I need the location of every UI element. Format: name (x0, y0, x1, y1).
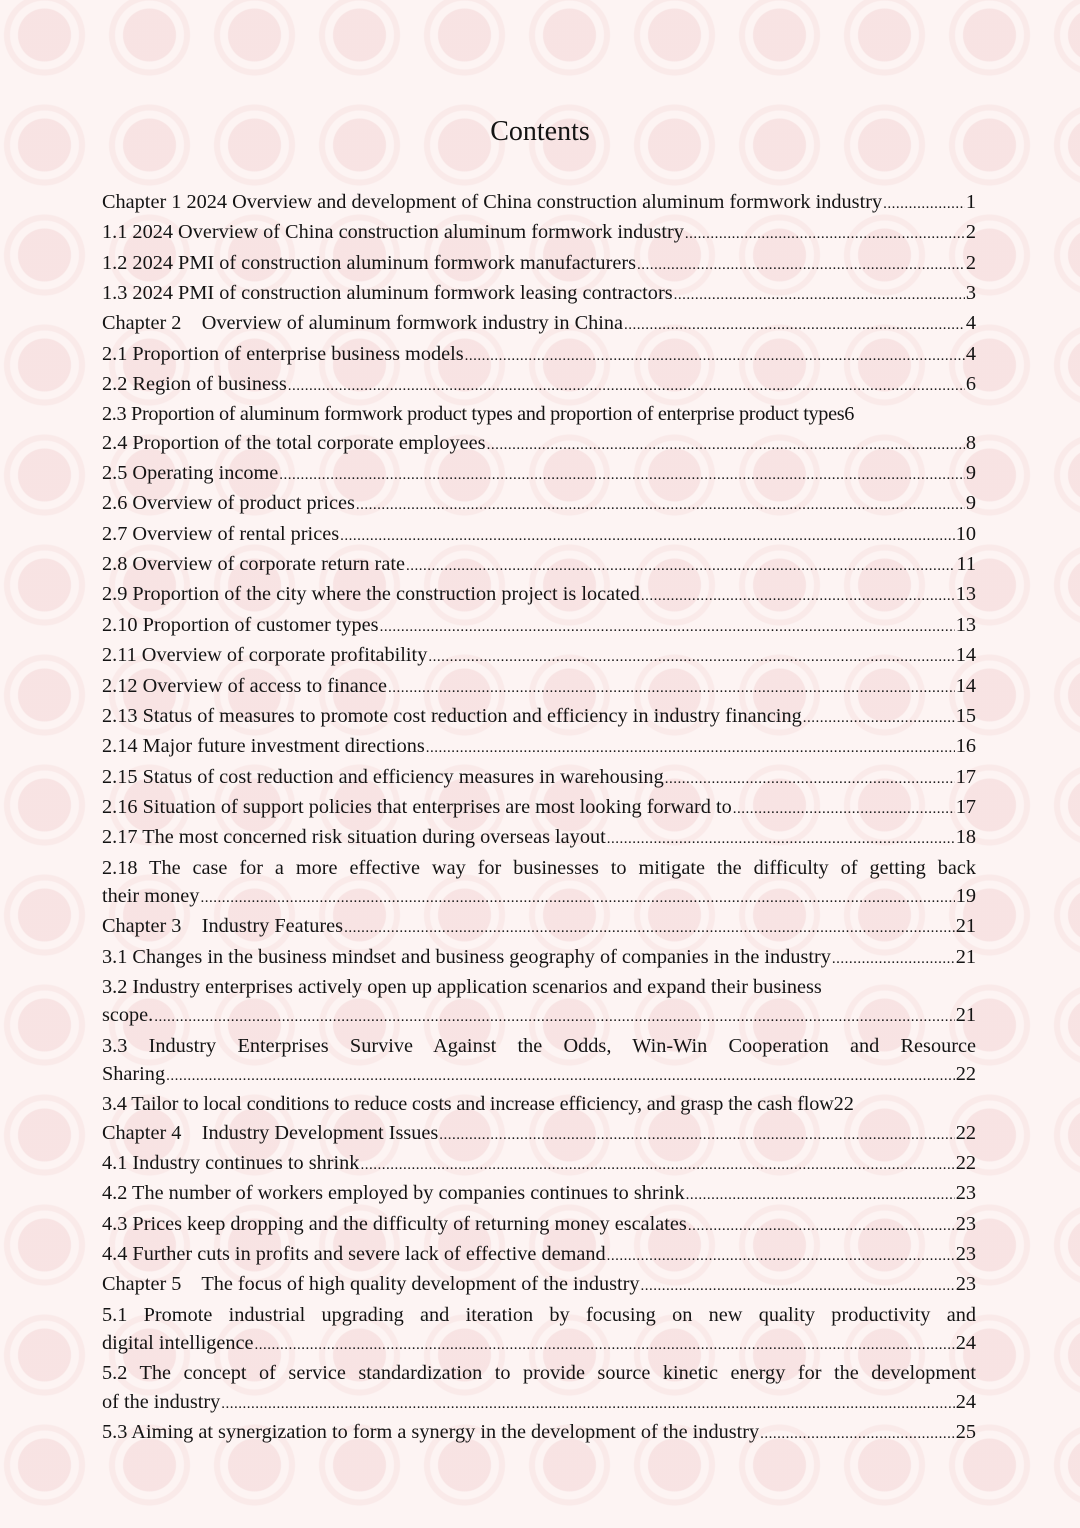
toc-entry-chapter-3 (102, 912, 976, 942)
toc-page-number: 22 (833, 1093, 854, 1116)
toc-entry-4-3 (102, 1210, 976, 1240)
toc-page-number: 8 (965, 431, 976, 454)
toc-entry-2-8 (102, 550, 976, 580)
dot-leader (154, 1003, 954, 1031)
toc-entry-5-2 (102, 1359, 976, 1418)
toc-entry-2-11 (102, 641, 976, 671)
toc-entry-1-1 (102, 218, 976, 248)
toc-page-number: 2 (965, 251, 976, 274)
toc-page-number: 6 (965, 373, 976, 396)
toc-entry-chapter-2 (102, 309, 976, 339)
toc-page-number: 22 (955, 1121, 976, 1144)
toc-page-number: 24 (955, 1390, 976, 1413)
dot-leader (439, 1121, 954, 1149)
toc-page-number: 22 (955, 1062, 976, 1085)
toc-entry-2-7 (102, 520, 976, 550)
toc-page-number: 6 (844, 403, 855, 426)
toc-entry-2-18 (102, 854, 976, 913)
dot-leader (607, 1242, 955, 1270)
toc-entry-label: 2.4 Proportion of the total corporate employees (102, 431, 486, 454)
toc-entry-5-1 (102, 1301, 976, 1360)
dot-leader (406, 552, 956, 580)
toc-entry-label-continued: of the industry (102, 1390, 221, 1413)
dot-leader (686, 1181, 955, 1209)
toc-entry-label: 2.3 Proportion of aluminum formwork product types and proportion of enterprise product types (102, 403, 845, 426)
toc-entry-4-2 (102, 1179, 976, 1209)
toc-page-number: 10 (955, 522, 976, 545)
toc-page-number: 23 (955, 1273, 976, 1296)
dot-leader (344, 914, 955, 942)
toc-page-number: 19 (955, 884, 976, 907)
toc-page-number: 18 (955, 826, 976, 849)
dot-leader (641, 1272, 955, 1300)
toc-page-number: 9 (965, 492, 976, 515)
dot-leader (637, 251, 965, 279)
toc-entry-label: 2.10 Proportion of customer types (102, 613, 379, 636)
toc-entry-label-continued: digital intelligence (102, 1332, 254, 1355)
toc-entry-3-4 (102, 1090, 976, 1118)
dot-leader (279, 461, 965, 489)
dot-leader (428, 643, 954, 671)
toc-entry-label: 3.2 Industry enterprises actively open up application scenarios and expand their business (102, 975, 822, 998)
toc-entry-label: 2.18 The case for a more effective way for businesses to mitigate the difficulty of getting back (102, 856, 976, 879)
toc-entry-3-2 (102, 973, 976, 1032)
toc-page-number: 23 (955, 1182, 976, 1205)
dot-leader (465, 342, 965, 370)
dot-leader (624, 311, 965, 339)
toc-entry-2-9 (102, 580, 976, 610)
toc-entry-label: 2.14 Major future investment directions (102, 735, 425, 758)
dot-leader (340, 522, 955, 550)
toc-entry-label: 2.17 The most concerned risk situation during overseas layout (102, 826, 606, 849)
dot-leader (487, 431, 965, 459)
toc-entry-label: 4.1 Industry continues to shrink (102, 1152, 360, 1174)
toc-entry-label: 2.6 Overview of product prices (102, 492, 355, 515)
toc-page-number: 25 (955, 1421, 976, 1444)
toc-page-number: 11 (956, 553, 976, 576)
toc-entry-label-continued: their money (102, 884, 200, 907)
dot-leader (380, 613, 955, 641)
toc-entry-2-6 (102, 489, 976, 519)
toc-entry-label: 4.3 Prices keep dropping and the difficulty of returning money escalates (102, 1212, 687, 1235)
dot-leader (426, 734, 955, 762)
dot-leader (360, 1151, 954, 1179)
toc-entry-2-10 (102, 611, 976, 641)
toc-entry-label: 2.9 Proportion of the city where the construction project is located (102, 583, 640, 606)
toc-entry-chapter-5 (102, 1270, 976, 1300)
toc-page-number: 17 (955, 765, 976, 788)
toc-entry-2-16 (102, 793, 976, 823)
toc-page-number: 21 (955, 945, 976, 968)
dot-leader (733, 795, 955, 823)
toc-entry-2-5 (102, 459, 976, 489)
toc-page-number: 23 (955, 1243, 976, 1266)
toc-entry-label: 2.5 Operating income (102, 462, 279, 485)
toc-page-number: 16 (955, 735, 976, 758)
toc-entry-label: 2.16 Situation of support policies that enterprises are most looking forward to (102, 795, 732, 818)
toc-page-number: 13 (955, 613, 976, 636)
toc-page-number: 14 (955, 674, 976, 697)
toc-entry-label: 3.4 Tailor to local conditions to reduce costs and increase efficiency, and grasp the cash flow (102, 1093, 834, 1116)
toc-entry-2-4 (102, 429, 976, 459)
toc-entry-4-1 (102, 1149, 976, 1179)
toc-entry-2-13 (102, 702, 976, 732)
toc-entry-label: 2.8 Overview of corporate return rate (102, 553, 405, 576)
dot-leader (221, 1390, 954, 1418)
toc-page-number: 13 (955, 583, 976, 606)
dot-leader (883, 190, 965, 218)
toc-entry-label: Chapter 4 Industry Development Issues (102, 1121, 439, 1144)
toc-entry-4-4 (102, 1240, 976, 1270)
toc-entry-2-3 (102, 400, 976, 428)
toc-entry-3-1 (102, 943, 976, 973)
dot-leader (356, 491, 965, 519)
toc-entry-chapter-4 (102, 1119, 976, 1149)
toc-entry-3-3 (102, 1032, 976, 1091)
toc-page-number: 3 (965, 282, 976, 305)
toc-entry-2-1 (102, 340, 976, 370)
toc-entry-label: Chapter 2 Overview of aluminum formwork industry in China (102, 312, 624, 335)
toc-entry-5-3 (102, 1418, 976, 1448)
toc-entry-label: 1.1 2024 Overview of China construction aluminum formwork industry (102, 221, 684, 244)
toc-page-number: 9 (965, 462, 976, 485)
toc-entry-label-continued: Sharing (102, 1062, 166, 1085)
toc-entry-label: Chapter 3 Industry Features (102, 915, 344, 938)
toc-page-number: 21 (955, 915, 976, 938)
dot-leader (688, 1212, 955, 1240)
toc-page-number: 23 (955, 1212, 976, 1235)
dot-leader (832, 945, 955, 973)
toc-entry-2-2 (102, 370, 976, 400)
toc-entry-label: 2.7 Overview of rental prices (102, 522, 340, 545)
toc-entry-label: Chapter 1 2024 Overview and development of China construction aluminum formwork industry (102, 191, 883, 213)
dot-leader (200, 884, 954, 912)
dot-leader (665, 765, 955, 793)
toc-entry-2-12 (102, 672, 976, 702)
toc-page-number: 15 (955, 704, 976, 727)
toc-entry-label: 4.4 Further cuts in profits and severe lack of effective demand (102, 1243, 606, 1266)
toc-entry-2-14 (102, 732, 976, 762)
toc-page-number: 2 (965, 221, 976, 244)
toc-entry-label: 1.3 2024 PMI of construction aluminum formwork leasing contractors (102, 282, 673, 305)
toc-entry-label: 3.1 Changes in the business mindset and business geography of companies in the industry (102, 945, 831, 968)
toc-entry-chapter-1 (102, 188, 976, 218)
toc-entry-label: 2.2 Region of business (102, 373, 287, 396)
toc-entry-label: 2.12 Overview of access to finance (102, 674, 387, 697)
dot-leader (641, 582, 955, 610)
dot-leader (760, 1420, 955, 1448)
dot-leader (685, 220, 965, 248)
toc-entry-label: 3.3 Industry Enterprises Survive Against the Odds, Win-Win Cooperation and Resource (102, 1034, 976, 1057)
toc-page-number: 4 (965, 312, 976, 335)
dot-leader (607, 825, 955, 853)
toc-entry-2-15 (102, 763, 976, 793)
toc-page-number: 1 (965, 191, 976, 213)
toc-entry-label: 5.2 The concept of service standardization to provide source kinetic energy for the development (102, 1362, 976, 1385)
toc-page-number: 4 (965, 342, 976, 365)
toc-page-number: 17 (955, 795, 976, 818)
dot-leader (803, 704, 955, 732)
toc-page-number: 14 (955, 644, 976, 667)
toc-entry-label-continued: scope. (102, 1004, 154, 1027)
table-of-contents (102, 188, 976, 1448)
toc-entry-label: 4.2 The number of workers employed by companies continues to shrink (102, 1182, 685, 1205)
page-title: Contents (490, 116, 590, 147)
dot-leader (288, 372, 965, 400)
dot-leader (674, 281, 965, 309)
dot-leader (388, 674, 955, 702)
toc-page-number: 21 (955, 1004, 976, 1027)
toc-entry-2-17 (102, 823, 976, 853)
toc-entry-label: 2.15 Status of cost reduction and efficiency measures in warehousing (102, 765, 664, 788)
dot-leader (166, 1062, 955, 1090)
toc-entry-1-2 (102, 249, 976, 279)
dot-leader (255, 1331, 955, 1359)
toc-entry-label: 2.13 Status of measures to promote cost reduction and efficiency in industry financing (102, 704, 802, 727)
toc-entry-label: 1.2 2024 PMI of construction aluminum formwork manufacturers (102, 251, 636, 274)
toc-page-number: 24 (955, 1332, 976, 1355)
toc-page-number: 22 (955, 1152, 976, 1174)
toc-entry-label: 5.3 Aiming at synergization to form a synergy in the development of the industry (102, 1421, 760, 1444)
toc-entry-label: Chapter 5 The focus of high quality development of the industry (102, 1273, 640, 1296)
toc-entry-1-3 (102, 279, 976, 309)
toc-entry-label: 5.1 Promote industrial upgrading and iteration by focusing on new quality productivity and (102, 1303, 976, 1326)
toc-entry-label: 2.11 Overview of corporate profitability (102, 644, 428, 667)
toc-entry-label: 2.1 Proportion of enterprise business models (102, 342, 464, 365)
